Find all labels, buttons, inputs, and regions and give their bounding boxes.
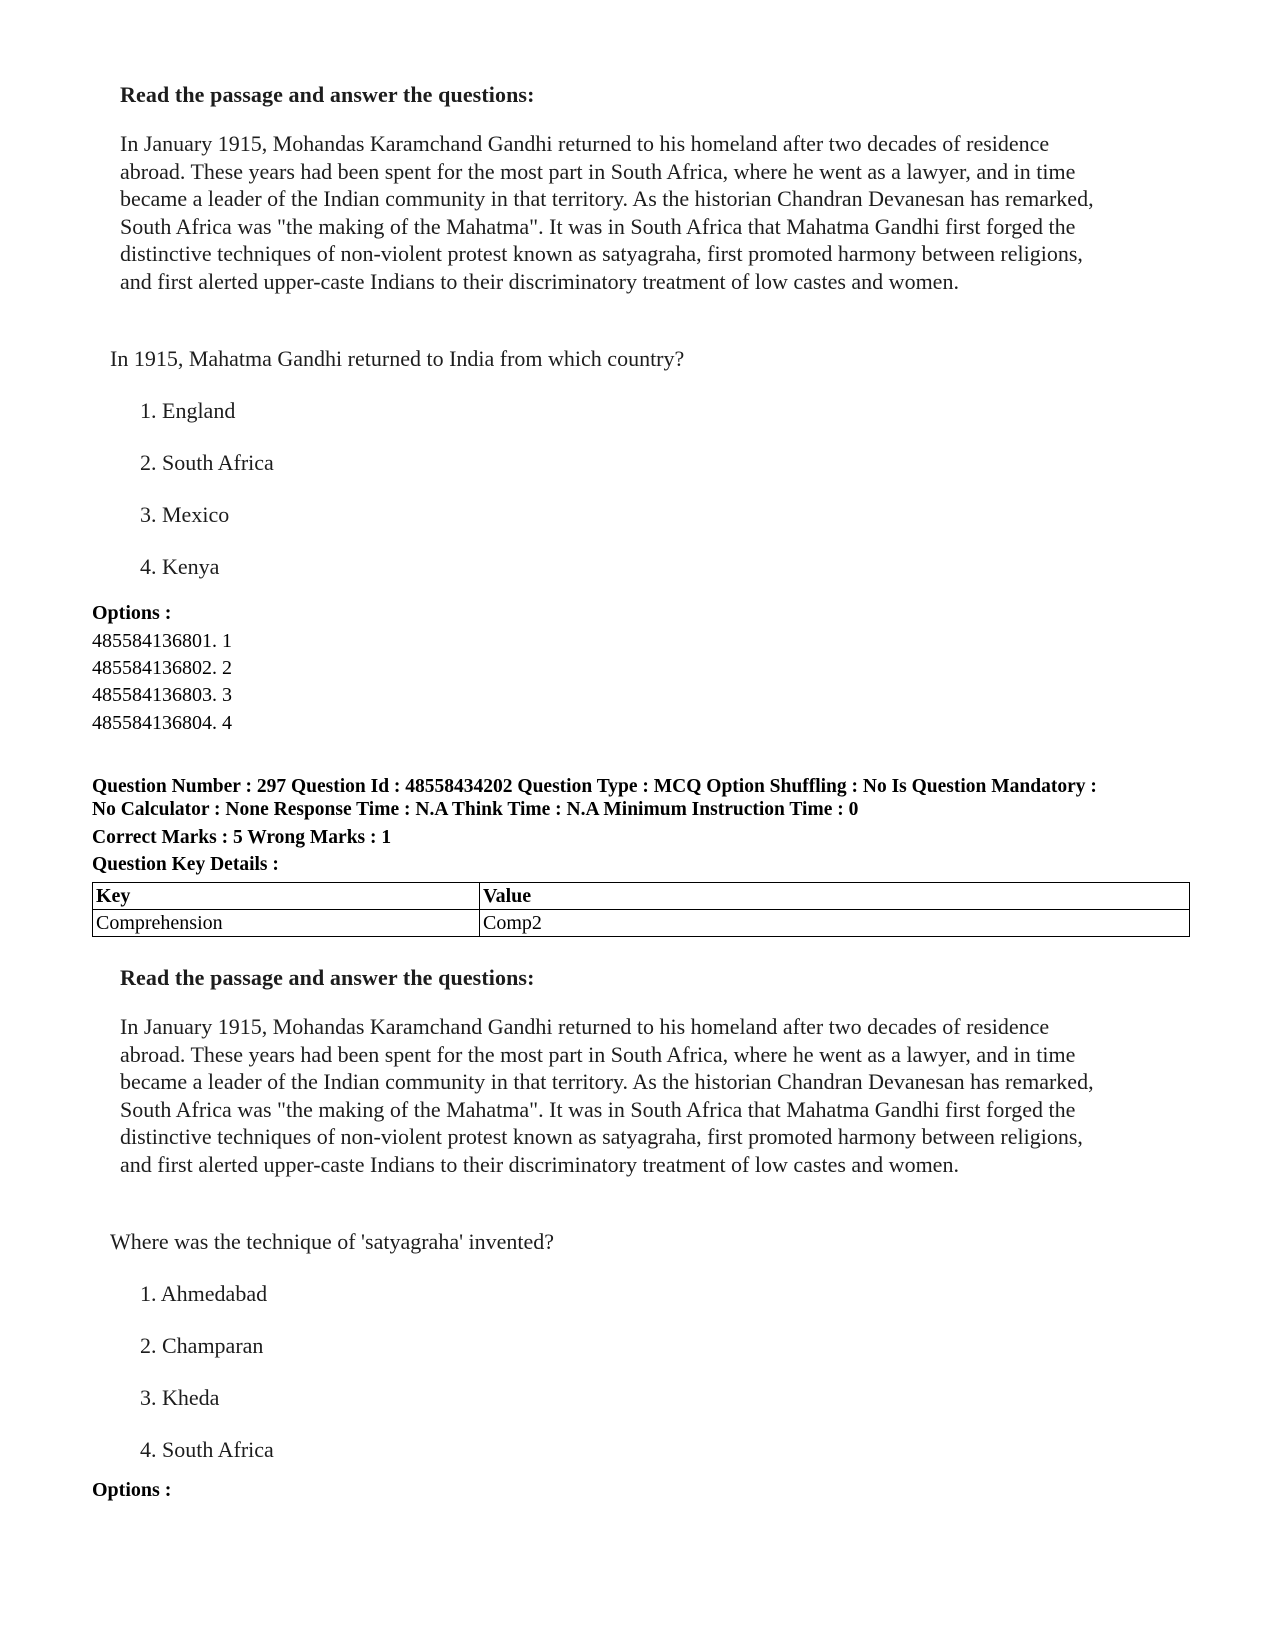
passage-line: South Africa was "the making of the Mahatma". It was in South Africa that Mahatma Gandhi first forged the — [120, 213, 1076, 239]
option-id: 485584136804. 4 — [92, 712, 232, 734]
passage-line: South Africa was "the making of the Mahatma". It was in South Africa that Mahatma Gandhi first forged the — [120, 1096, 1076, 1122]
table-cell: Comprehension — [93, 910, 480, 937]
passage-line: abroad. These years had been spent for the most part in South Africa, where he went as a lawyer, and in time — [120, 158, 1076, 184]
question-meta-line: No Calculator : None Response Time : N.A Think Time : N.A Minimum Instruction Time : 0 — [92, 799, 859, 820]
question-text: In 1915, Mahatma Gandhi returned to India from which country? — [110, 346, 685, 371]
passage-heading: Read the passage and answer the questions: — [120, 965, 535, 990]
answer-choice: 2. South Africa — [140, 450, 274, 475]
passage-line: and first alerted upper-caste Indians to their discriminatory treatment of low castes and women. — [120, 1151, 959, 1177]
option-id: 485584136801. 1 — [92, 630, 232, 652]
key-details-label: Question Key Details : — [92, 854, 279, 875]
question-text: Where was the technique of 'satyagraha' invented? — [110, 1229, 555, 1254]
passage-line: distinctive techniques of non-violent protest known as satyagraha, first promoted harmony between religions, — [120, 1124, 1083, 1150]
question-meta-line: Question Number : 297 Question Id : 48558434202 Question Type : MCQ Option Shuffling : No Is Question Mandatory : — [92, 776, 1097, 797]
passage-text — [120, 130, 1180, 296]
key-details-table-wrap — [92, 882, 1190, 937]
answer-choice: 4. Kenya — [140, 554, 220, 579]
options-label: Options : — [92, 1479, 172, 1501]
passage-line: became a leader of the Indian community in that territory. As the historian Chandran Devanesan has remarked, — [120, 1069, 1094, 1095]
answer-choice: 1. Ahmedabad — [140, 1281, 268, 1306]
answer-choice: 3. Mexico — [140, 502, 230, 527]
table-header-cell: Value — [480, 883, 1190, 910]
key-details-table — [92, 882, 1190, 937]
passage-line: became a leader of the Indian community in that territory. As the historian Chandran Devanesan has remarked, — [120, 186, 1094, 212]
passage-line: In January 1915, Mohandas Karamchand Gandhi returned to his homeland after two decades of residence — [120, 1014, 1050, 1039]
options-label: Options : — [92, 602, 172, 624]
passage-heading: Read the passage and answer the questions: — [120, 82, 535, 107]
answer-choice: 3. Kheda — [140, 1385, 220, 1410]
answer-choice: 2. Champaran — [140, 1333, 264, 1358]
table-cell: Comp2 — [480, 910, 1190, 937]
answer-choice: 4. South Africa — [140, 1437, 274, 1462]
option-id: 485584136802. 2 — [92, 657, 232, 679]
table-row — [93, 910, 1190, 937]
option-id: 485584136803. 3 — [92, 684, 232, 706]
table-header-cell: Key — [93, 883, 480, 910]
passage-line: abroad. These years had been spent for the most part in South Africa, where he went as a lawyer, and in time — [120, 1041, 1076, 1067]
passage-text — [120, 1013, 1180, 1179]
marks-line: Correct Marks : 5 Wrong Marks : 1 — [92, 827, 392, 848]
passage-line: and first alerted upper-caste Indians to their discriminatory treatment of low castes and women. — [120, 268, 959, 294]
passage-line: In January 1915, Mohandas Karamchand Gandhi returned to his homeland after two decades of residence — [120, 131, 1050, 156]
table-header-row — [93, 883, 1190, 910]
answer-choice: 1. England — [140, 398, 236, 423]
passage-line: distinctive techniques of non-violent protest known as satyagraha, first promoted harmony between religions, — [120, 241, 1083, 267]
